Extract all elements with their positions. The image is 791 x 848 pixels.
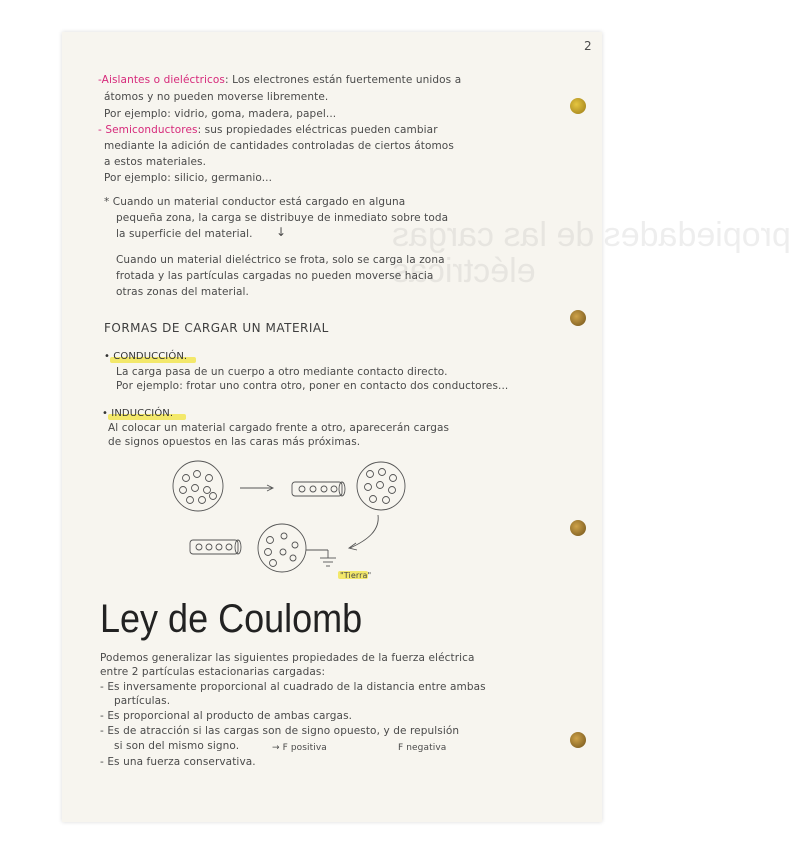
induccion-title: • INDUCCIÓN. bbox=[102, 408, 174, 419]
induccion-text: Al colocar un material cargado frente a otro, aparecerán cargas bbox=[108, 422, 450, 434]
bleed-through-text: propiedades de las cargas bbox=[392, 216, 791, 254]
tierra-label: "Tierra" bbox=[340, 571, 372, 580]
conduccion-text: La carga pasa de un cuerpo a otro mediante contacto directo. bbox=[116, 366, 448, 378]
formas-heading: FORMAS DE CARGAR UN MATERIAL bbox=[104, 321, 329, 335]
coulomb-intro-cont: entre 2 partículas estacionarias cargadas: bbox=[100, 666, 326, 678]
semiconductores-example: Por ejemplo: silicio, germanio... bbox=[104, 172, 273, 184]
down-arrow-icon: ↓ bbox=[276, 225, 287, 239]
conductor-note-cont: la superficie del material. bbox=[116, 228, 253, 240]
semiconductores-definition-cont: a estos materiales. bbox=[104, 156, 207, 168]
aislantes-definition-cont: átomos y no pueden moverse libremente. bbox=[104, 91, 329, 103]
aislantes-term: -Aislantes o dieléctricos bbox=[98, 74, 225, 86]
aislantes-example: Por ejemplo: vidrio, goma, madera, papel... bbox=[104, 108, 337, 120]
coulomb-property-3-cont: si son del mismo signo. bbox=[114, 740, 240, 752]
conduccion-example: Por ejemplo: frotar uno contra otro, poner en contacto dos conductores... bbox=[116, 380, 509, 392]
coulomb-intro: Podemos generalizar las siguientes propiedades de la fuerza eléctrica bbox=[100, 652, 475, 664]
conductor-note: * Cuando un material conductor está cargado en alguna bbox=[104, 196, 406, 208]
semiconductores-definition: : sus propiedades eléctricas pueden cambiar bbox=[197, 124, 438, 136]
coulomb-property-1: - Es inversamente proporcional al cuadrado de la distancia entre ambas bbox=[100, 681, 486, 693]
coulomb-property-2: - Es proporcional al producto de ambas cargas. bbox=[100, 710, 353, 722]
f-negativa-note: F negativa bbox=[398, 743, 447, 753]
aislantes-definition: : Los electrones están fuertemente unidos a bbox=[225, 74, 462, 86]
dielectric-note: Cuando un material dieléctrico se frota, solo se carga la zona bbox=[116, 254, 445, 266]
semiconductores-definition-cont: mediante la adición de cantidades controladas de ciertos átomos bbox=[104, 140, 454, 152]
dielectric-note-cont: frotada y las partículas cargadas no pueden moverse hacia bbox=[116, 270, 434, 282]
induccion-text-cont: de signos opuestos en las caras más próximas. bbox=[108, 436, 361, 448]
conduccion-title: • CONDUCCIÓN. bbox=[104, 351, 188, 362]
coulomb-title: Ley de Coulomb bbox=[100, 597, 363, 641]
bleed-through-text: eléctricas bbox=[392, 252, 536, 290]
f-positiva-note: → F positiva bbox=[272, 743, 327, 753]
dielectric-note-cont: otras zonas del material. bbox=[116, 286, 249, 298]
coulomb-property-3: - Es de atracción si las cargas son de signo opuesto, y de repulsión bbox=[100, 725, 460, 737]
page-number: 2 bbox=[584, 39, 592, 53]
coulomb-property-1-cont: partículas. bbox=[114, 695, 171, 707]
semiconductores-term: - Semiconductores bbox=[98, 124, 198, 136]
coulomb-property-4: - Es una fuerza conservativa. bbox=[100, 756, 256, 768]
conductor-note-cont: pequeña zona, la carga se distribuye de inmediato sobre toda bbox=[116, 212, 449, 224]
